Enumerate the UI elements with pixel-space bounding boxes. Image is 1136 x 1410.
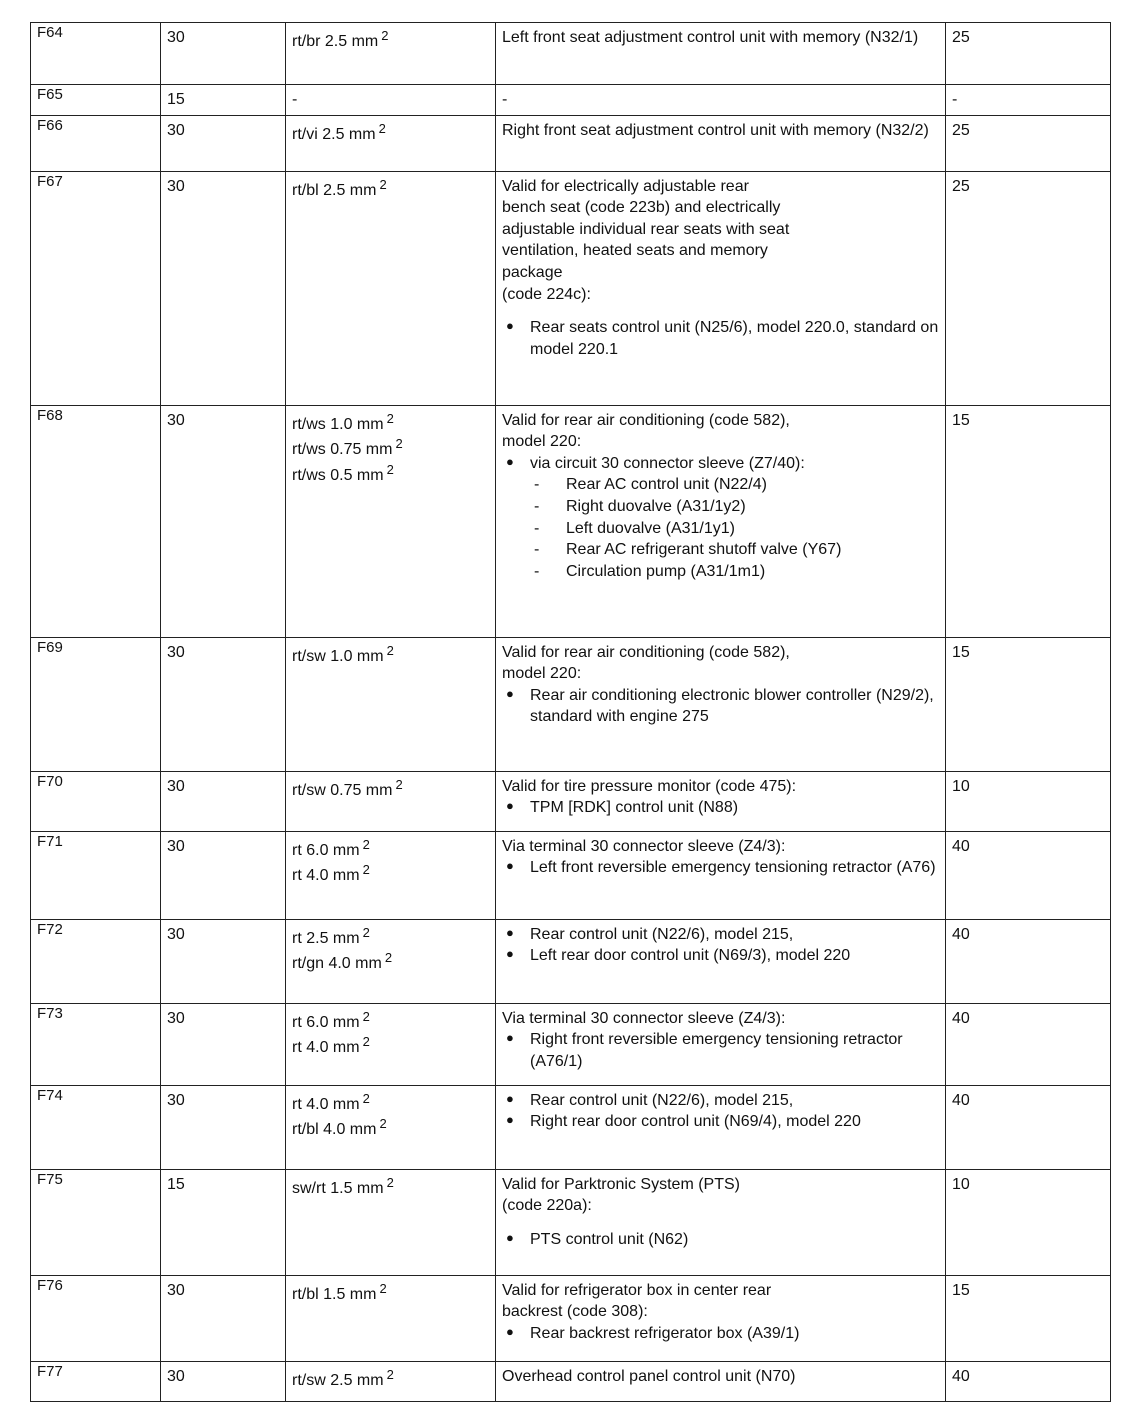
description-line: model 220: <box>502 433 582 451</box>
amperage-cell: 15 <box>946 405 1111 637</box>
description-cell <box>496 637 946 771</box>
description-line: ventilation, heated seats and memory <box>502 242 768 260</box>
dash-list <box>502 474 939 582</box>
squared-exponent: 2 <box>386 461 394 477</box>
wire-spec <box>292 949 489 975</box>
wire-spec-text: rt/sw 0.75 mm <box>292 781 393 799</box>
table-row <box>31 115 1111 171</box>
terminal-cell: 30 <box>161 919 286 1003</box>
wire-cell <box>286 1085 496 1169</box>
bullet-list <box>502 924 939 967</box>
description-line: Valid for electrically adjustable rear <box>502 177 749 195</box>
squared-exponent: 2 <box>379 1116 387 1132</box>
amperage-cell: 40 <box>946 1003 1111 1085</box>
table-row <box>31 771 1111 831</box>
amperage-cell: 10 <box>946 1169 1111 1275</box>
dash-item: - Rear AC control unit (N22/4) <box>534 474 939 496</box>
table-row <box>31 23 1111 85</box>
wire-spec-text: rt/ws 1.0 mm <box>292 415 384 433</box>
wire-spec <box>292 176 489 202</box>
squared-exponent: 2 <box>362 1008 370 1024</box>
terminal-cell: 30 <box>161 1085 286 1169</box>
wire-spec <box>292 1115 489 1141</box>
description-cell <box>496 1085 946 1169</box>
bullet-item: ● Right front reversible emergency tensioning retractor (A76/1) <box>502 1029 939 1072</box>
fuse-table-body <box>31 23 1111 1402</box>
amperage-cell: 25 <box>946 23 1111 85</box>
wire-cell <box>286 919 496 1003</box>
terminal-cell: 30 <box>161 1275 286 1361</box>
description-cell <box>496 1169 946 1275</box>
table-row <box>31 1003 1111 1085</box>
wire-cell <box>286 1275 496 1361</box>
wire-spec <box>292 1366 489 1392</box>
description-line: Via terminal 30 connector sleeve (Z4/3): <box>502 837 786 855</box>
wire-cell <box>286 405 496 637</box>
fuse-table <box>30 22 1111 1402</box>
bullet-list <box>502 1229 939 1251</box>
squared-exponent: 2 <box>381 28 389 43</box>
wire-cell <box>286 637 496 771</box>
bullet-item: ● Rear air conditioning electronic blower controller (N29/2), standard with engine 275 <box>502 685 939 728</box>
bullet-item: ● PTS control unit (N62) <box>502 1229 939 1251</box>
terminal-cell: 30 <box>161 405 286 637</box>
dash-item: - Left duovalve (A31/1y1) <box>534 518 939 540</box>
wire-spec <box>292 1174 489 1200</box>
bullet-item: ● Right rear door control unit (N69/4), model 220 <box>502 1111 939 1133</box>
fuse-id-cell: F76 <box>31 1275 161 1361</box>
description-line: bench seat (code 223b) and electrically <box>502 199 781 217</box>
wire-spec-text: rt/sw 2.5 mm <box>292 1371 384 1389</box>
description-cell <box>496 1275 946 1361</box>
spacer <box>502 1217 939 1229</box>
description-line: Valid for refrigerator box in center rear <box>502 1281 772 1299</box>
description-cell <box>496 23 946 85</box>
description-cell <box>496 1361 946 1401</box>
wire-cell <box>286 1003 496 1085</box>
fuse-id-cell: F64 <box>31 23 161 85</box>
wire-spec-text: sw/rt 1.5 mm <box>292 1179 384 1197</box>
squared-exponent: 2 <box>362 1090 370 1106</box>
description-cell <box>496 919 946 1003</box>
description-line: Valid for Parktronic System (PTS) <box>502 1175 740 1193</box>
table-row <box>31 831 1111 919</box>
wire-spec <box>292 27 489 53</box>
amperage-cell: 10 <box>946 771 1111 831</box>
wire-spec <box>292 435 489 461</box>
amperage-cell: 40 <box>946 1361 1111 1401</box>
dash-item: - Rear AC refrigerant shutoff valve (Y67) <box>534 539 939 561</box>
description-line: Via terminal 30 connector sleeve (Z4/3): <box>502 1009 786 1027</box>
bullet-list <box>502 1090 939 1133</box>
description-line: (code 220a): <box>502 1197 592 1215</box>
wire-spec <box>292 89 489 111</box>
fuse-id-cell: F74 <box>31 1085 161 1169</box>
wire-spec <box>292 924 489 950</box>
description-cell <box>496 1003 946 1085</box>
squared-exponent: 2 <box>379 176 387 192</box>
description-line: Right front seat adjustment control unit with memory (N32/2) <box>502 121 929 139</box>
fuse-table-page <box>30 22 1110 1402</box>
squared-exponent: 2 <box>395 436 403 452</box>
dash-item: - Circulation pump (A31/1m1) <box>534 561 939 583</box>
bullet-list <box>502 857 939 879</box>
table-row <box>31 1361 1111 1401</box>
bullet-item: ● Left front reversible emergency tensioning retractor (A76) <box>502 857 939 879</box>
wire-spec-text: rt/bl 2.5 mm <box>292 181 377 199</box>
wire-spec-text: rt 6.0 mm <box>292 841 360 859</box>
description-line: adjustable individual rear seats with seat <box>502 220 790 238</box>
wire-spec <box>292 776 489 802</box>
terminal-cell: 30 <box>161 771 286 831</box>
squared-exponent: 2 <box>386 410 394 426</box>
description-line: - <box>502 91 508 108</box>
bullet-item: ● Rear control unit (N22/6), model 215, <box>502 924 939 946</box>
fuse-id-cell: F69 <box>31 637 161 771</box>
squared-exponent: 2 <box>386 1366 394 1382</box>
terminal-cell: 30 <box>161 1003 286 1085</box>
wire-spec <box>292 836 489 862</box>
amperage-cell: 40 <box>946 1085 1111 1169</box>
fuse-id-cell: F71 <box>31 831 161 919</box>
wire-cell <box>286 1361 496 1401</box>
bullet-item: ● Left rear door control unit (N69/3), model 220 <box>502 945 939 967</box>
fuse-id-cell: F75 <box>31 1169 161 1275</box>
wire-cell <box>286 1169 496 1275</box>
description-cell <box>496 771 946 831</box>
terminal-cell: 15 <box>161 1169 286 1275</box>
amperage-cell: 25 <box>946 115 1111 171</box>
terminal-cell: 30 <box>161 831 286 919</box>
wire-spec <box>292 642 489 668</box>
bullet-item: ● Rear seats control unit (N25/6), model 220.0, standard on model 220.1 <box>502 317 939 360</box>
description-cell <box>496 85 946 116</box>
bullet-list <box>502 1323 939 1345</box>
wire-spec <box>292 410 489 436</box>
spacer <box>502 305 939 317</box>
table-row <box>31 1275 1111 1361</box>
table-row <box>31 919 1111 1003</box>
amperage-cell: 40 <box>946 919 1111 1003</box>
bullet-item: ● Rear control unit (N22/6), model 215, <box>502 1090 939 1112</box>
description-line: (code 224c): <box>502 285 591 303</box>
wire-cell <box>286 771 496 831</box>
wire-cell <box>286 115 496 171</box>
wire-spec-text: rt/ws 0.5 mm <box>292 466 384 484</box>
terminal-cell: 30 <box>161 637 286 771</box>
fuse-id-cell: F68 <box>31 405 161 637</box>
squared-exponent: 2 <box>384 950 393 966</box>
wire-cell <box>286 171 496 405</box>
squared-exponent: 2 <box>395 776 403 792</box>
wire-spec-text: rt 2.5 mm <box>292 929 360 947</box>
description-line: Overhead control panel control unit (N70) <box>502 1367 796 1385</box>
squared-exponent: 2 <box>379 1280 387 1296</box>
fuse-id-cell: F72 <box>31 919 161 1003</box>
description-line: package <box>502 263 563 281</box>
dash-item: - Right duovalve (A31/1y2) <box>534 496 939 518</box>
terminal-cell: 30 <box>161 171 286 405</box>
wire-spec-text: rt/bl 1.5 mm <box>292 1285 377 1303</box>
wire-spec-text: rt 4.0 mm <box>292 1095 360 1113</box>
squared-exponent: 2 <box>386 642 394 658</box>
table-row <box>31 637 1111 771</box>
fuse-id-cell: F67 <box>31 171 161 405</box>
amperage-cell: 15 <box>946 1275 1111 1361</box>
wire-spec <box>292 461 489 487</box>
table-row <box>31 85 1111 116</box>
wire-spec <box>292 861 489 887</box>
fuse-id-cell: F77 <box>31 1361 161 1401</box>
table-row <box>31 1085 1111 1169</box>
terminal-cell: 30 <box>161 115 286 171</box>
bullet-list <box>502 797 939 819</box>
wire-spec-text: - <box>292 91 298 108</box>
wire-spec <box>292 1090 489 1116</box>
amperage-cell: 25 <box>946 171 1111 405</box>
fuse-id-cell: F66 <box>31 115 161 171</box>
wire-spec-text: rt 4.0 mm <box>292 1039 360 1057</box>
squared-exponent: 2 <box>386 1174 394 1190</box>
description-cell <box>496 171 946 405</box>
description-cell <box>496 831 946 919</box>
description-line: Valid for tire pressure monitor (code 475): <box>502 777 797 795</box>
wire-spec-text: rt 6.0 mm <box>292 1013 360 1031</box>
bullet-list <box>502 685 939 728</box>
description-line: Valid for rear air conditioning (code 582), <box>502 411 790 429</box>
wire-spec-text: rt/bl 4.0 mm <box>292 1121 377 1139</box>
wire-cell <box>286 23 496 85</box>
bullet-item: ● via circuit 30 connector sleeve (Z7/40): <box>502 453 939 475</box>
squared-exponent: 2 <box>362 924 370 940</box>
description-line: Valid for rear air conditioning (code 582), <box>502 643 790 661</box>
wire-cell <box>286 85 496 116</box>
amperage-cell: - <box>946 85 1111 116</box>
description-line: Left front seat adjustment control unit with memory (N32/1) <box>502 29 919 46</box>
squared-exponent: 2 <box>378 120 386 136</box>
bullet-list <box>502 1029 939 1072</box>
bullet-item: ● Rear backrest refrigerator box (A39/1) <box>502 1323 939 1345</box>
fuse-id-cell: F65 <box>31 85 161 116</box>
wire-cell <box>286 831 496 919</box>
wire-spec-text: rt 4.0 mm <box>292 867 360 885</box>
terminal-cell: 15 <box>161 85 286 116</box>
table-row <box>31 171 1111 405</box>
table-row <box>31 405 1111 637</box>
fuse-id-cell: F73 <box>31 1003 161 1085</box>
squared-exponent: 2 <box>362 862 370 878</box>
description-line: backrest (code 308): <box>502 1303 648 1321</box>
wire-spec-text: rt/vi 2.5 mm <box>292 125 376 143</box>
wire-spec-text: rt/sw 1.0 mm <box>292 647 384 665</box>
squared-exponent: 2 <box>362 1034 370 1050</box>
wire-spec <box>292 1008 489 1034</box>
wire-spec-text: rt/gn 4.0 mm <box>292 955 382 973</box>
terminal-cell: 30 <box>161 1361 286 1401</box>
table-row <box>31 1169 1111 1275</box>
wire-spec <box>292 120 489 146</box>
description-cell <box>496 405 946 637</box>
terminal-cell: 30 <box>161 23 286 85</box>
wire-spec-text: rt/ws 0.75 mm <box>292 441 393 459</box>
bullet-list <box>502 317 939 360</box>
wire-spec <box>292 1033 489 1059</box>
amperage-cell: 15 <box>946 637 1111 771</box>
wire-spec <box>292 1280 489 1306</box>
amperage-cell: 40 <box>946 831 1111 919</box>
wire-spec-text: rt/br 2.5 mm <box>292 33 379 50</box>
description-cell <box>496 115 946 171</box>
description-line: model 220: <box>502 665 582 683</box>
bullet-list <box>502 453 939 475</box>
squared-exponent: 2 <box>362 836 370 852</box>
fuse-id-cell: F70 <box>31 771 161 831</box>
bullet-item: ● TPM [RDK] control unit (N88) <box>502 797 939 819</box>
